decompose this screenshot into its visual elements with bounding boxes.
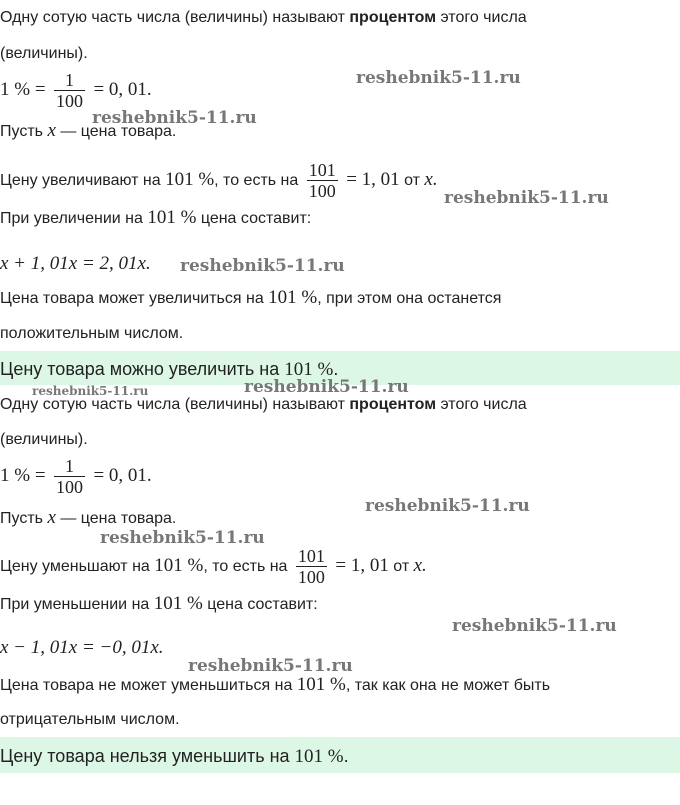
- watermark: reshebnik5-11.ru: [188, 656, 353, 676]
- definition-line-2: (величины).: [0, 45, 88, 62]
- let-statement: Пусть x — цена товара.: [0, 120, 177, 141]
- conclusion-line: Цена товара не может уменьшиться на 101 %, так как она не может быть: [0, 674, 551, 695]
- watermark: reshebnik5-11.ru: [365, 496, 530, 516]
- fraction: $\frac{1}{100}$: [56, 456, 83, 498]
- percent-formula: 1 % = $\frac{1}{100}$ = 0, 01.: [0, 70, 152, 112]
- definition-text: Одну сотую часть числа (величины) называют: [0, 9, 350, 26]
- fraction: $\frac{1}{100}$: [56, 70, 83, 112]
- fraction: $\frac{101}{100}$: [308, 160, 336, 202]
- watermark: reshebnik5-11.ru: [356, 68, 521, 88]
- change-statement: Цену уменьшают на 101 %, то есть на $\frac{101}{100}$ = 1, 01 от x.: [0, 546, 427, 588]
- definition-term: процентом: [349, 9, 437, 26]
- conclusion-line-2: отрицательным числом.: [0, 711, 180, 728]
- watermark: reshebnik5-11.ru: [180, 256, 345, 276]
- conclusion-line-2: положительным числом.: [0, 325, 184, 342]
- watermark: reshebnik5-11.ru: [244, 377, 409, 397]
- conclusion-line: Цена товара может увеличиться на 101 %, при этом она останется: [0, 287, 502, 308]
- result-intro: При увеличении на 101 % цена составит:: [0, 207, 312, 228]
- percent-formula: 1 % = $\frac{1}{100}$ = 0, 01.: [0, 456, 152, 498]
- equation: x + 1, 01x = 2, 01x.: [0, 253, 151, 274]
- definition-line-2: (величины).: [0, 431, 88, 448]
- watermark: reshebnik5-11.ru: [100, 528, 265, 548]
- definition-line: Одну сотую часть числа (величины) называют процентом этого числа: [0, 396, 527, 413]
- definition-text-end: этого числа: [436, 9, 527, 26]
- result-intro: При уменьшении на 101 % цена составит:: [0, 593, 318, 614]
- watermark: reshebnik5-11.ru: [92, 108, 257, 128]
- let-statement: Пусть x — цена товара.: [0, 507, 177, 528]
- equation: x − 1, 01x = −0, 01x.: [0, 637, 164, 658]
- watermark: reshebnik5-11.ru: [452, 616, 617, 636]
- change-statement: Цену увеличивают на 101 %, то есть на $\frac{101}{100}$ = 1, 01 от x.: [0, 160, 438, 202]
- definition-term: процентом: [349, 396, 437, 413]
- fraction: $\frac{101}{100}$: [297, 546, 325, 588]
- watermark: reshebnik5-11.ru: [444, 188, 609, 208]
- answer-text: Цену товара можно увеличить на 101 %.: [0, 359, 339, 380]
- answer-text: Цену товара нельзя уменьшить на 101 %.: [0, 746, 349, 767]
- watermark: reshebnik5-11.ru: [32, 384, 149, 398]
- definition-line: [0, 8, 527, 28]
